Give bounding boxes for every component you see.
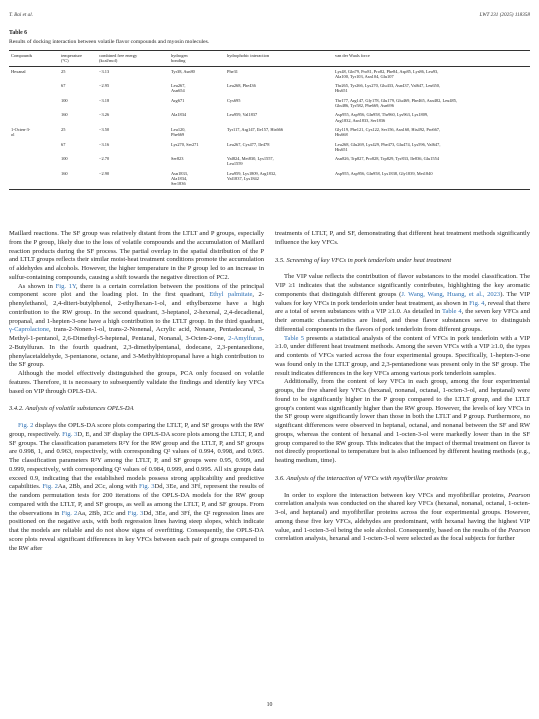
page-number: 10 (266, 702, 273, 708)
table-row (9, 140, 530, 155)
table-link[interactable]: Table 5 (284, 334, 304, 342)
figure-link[interactable]: Fig. 2 (18, 422, 34, 429)
table-cell: Thr265, Tyr266, Lys270, Glu433, Asn437, Val647, Leu650, His651 (335, 83, 441, 94)
figure-link[interactable]: Fig. 3 (138, 483, 155, 491)
table-cell: Ala1834 (171, 112, 187, 118)
section-heading: 3.4.2. Analysis of volatile substances OPLS-DA (9, 405, 134, 413)
table-cell: Leu959, Lys1809, Arg1832, Val1837, Lys1842 (225, 169, 333, 189)
paragraph: Fig. 2 displays the OPLS-DA score plots comparing the LTLT, P, and SF groups with the RW group, respectively. Fig. 3D, E, and 3F display the OPLS-DA score plots among the LTLT, P, and SF groups. The classification parameters R²Y for the RW group and the LTLT, P, and SF groups are 0.998, 1, and 0.963, respectively, with corresponding Q² values of 0.994, 0.998, and 0.965. The classification parameters R²Y among the LTLT, P, and SF groups were 0.95, 0.999, and 0.999, respectively, with corresponding Q² values of 0.984, 0.999, and 0.995. All six groups data exceed 0.9, indicating that the established models possess strong applicability and predictive capabilities. Fig. 2Aa, 2Bb, and 2Cc, along with Fig. 3Dd, 3Ee, and 3Ff, represent the results of the random permutation tests for 200 iterations of the OPLS-DA models for the RW group compared with the LTLT, P, and SF groups, as well as among the LTLT, P, and SF groups. From the observations in Fig. 2Aa, 2Bb, 2Cc and Fig. 3Dd, 3Ee, and 3Ff, the Q² regression lines are positioned on the negative axis, with both regression lines having steep slopes, which indicate that the models are reliable and do not show signs of overfitting. Consequently, the OPLS-DA score plots reveal significant differences in key VFCs between each pair of groups compared to the RW after (9, 422, 265, 552)
compound-link[interactable]: γ-Caprolactone (9, 326, 49, 334)
table-cell: 160 (59, 169, 97, 189)
table-cell: Asp955, Asp956, Gln958, Lys1838, Gly1839, Met1840 (333, 169, 530, 189)
table-cell: Asp955, Asp956, Gln958, Thr960, Lys963, Lys1809, Arg1832, Asn1833, Ser1836 (335, 112, 429, 123)
table-cell: −3.18 (99, 97, 110, 103)
col-header: hydrogen bonding (169, 51, 225, 67)
table-cell: Leu267, Asn654 (171, 83, 186, 94)
paragraph: Table 5 presents a statistical analysis of the content of VFCs in pork tenderloin with a VIP ≥1.0, under different heat treatment methods. Among the seven VFCs with a VIP ≥1.0, the types and contents of VFCs varied across the four experimental groups. Specifically, 1-hepten-3-one was found only in the LTLT group, and 2,3-pentanedione was present only in the SF group. The result indicates differences in the key VFCs among various pork tenderloin samples. (275, 334, 530, 377)
table-cell: Leu120, Phe669 (171, 126, 186, 138)
table-cell: −3.26 (99, 112, 110, 118)
table-cell: Leu959, Val1837 (227, 112, 258, 118)
header-journal: LWT 231 (2025) 118358 (479, 12, 530, 18)
table-cell (9, 154, 59, 169)
running-header (9, 12, 530, 22)
table-cell: Lys270, Ser271 (171, 141, 199, 147)
table-cell: 67 (61, 83, 66, 89)
table-cell: 100 (61, 156, 68, 162)
compound-link[interactable]: Ethyl palmitate (209, 291, 253, 299)
table-cell: −2.95 (99, 83, 110, 89)
right-column (275, 230, 530, 544)
paragraph: treatments of LTLT, P, and SF, demonstrating that different heat treatment methods significantly influence the key VFCs. (275, 230, 530, 246)
table-cell: Tyr117, Arg147, Ile157, His666 (227, 126, 284, 132)
col-header: Compounds (9, 51, 59, 67)
table-cell (9, 110, 59, 125)
section-heading: 3.5. Screening of key VFCs in pork tenderloin under heat treatment (275, 256, 452, 264)
table-cell: −2.70 (99, 156, 110, 162)
paragraph: In order to explore the interaction between key VFCs and myofibrillar proteins, Pearson correlation analysis was conducted on the shared key VFCs (hexanal, nonanal, octanal, 1-octen-3-ol, and heptanal) and myofibrillar proteins across the four experimental groups. However, among these five key VFCs, aldehydes are predominant, with hexanal having the highest VIP value, and 1-octen-3-ol being the sole alcohol. Consequently, based on the results of the Pearson correlation analysis, hexanal and 1-octen-3-ol were selected as the focal subjects for further (275, 491, 530, 543)
table-cell: 25 (61, 68, 66, 74)
table-cell (9, 169, 59, 189)
paragraph: Although the model effectively distinguished the groups, PCA only focused on volatile features. Therefore, it is necessary to subsequently validate the findings and identify key VFCs based on VIP through OPLS-DA. (9, 370, 264, 395)
table-cell: 160 (61, 112, 68, 118)
paragraph: Maillard reactions. The SF group was relatively distant from the LTLT and P groups, especially from the P group, likely due to the loss of volatile compounds and the accumulation of Maillard reaction products during the SF process. The partial overlap in the spatial distribution of the P and LTLT groups reflects their similar moist-heat treatment conditions promote the accumulation of aldehydes and alcohols. However, the higher temperature in the P group led to an increase in sulfur-containing compounds, causing a shift towards the negative direction of PC2. (9, 230, 264, 281)
figure-link[interactable]: Fig. 1Y (55, 282, 76, 290)
table-cell (9, 81, 59, 96)
figure-link[interactable]: Fig. 4 (469, 299, 485, 307)
table-row (9, 125, 530, 140)
figure-link[interactable]: Fig. 2 (61, 509, 78, 517)
table-row (9, 81, 530, 96)
figure-link[interactable]: Fig. 3 (62, 430, 78, 438)
table-cell: Asn1833, Ala1834, Ser1836 (169, 169, 225, 189)
compound-link[interactable]: 2-Amylfuran (228, 335, 263, 342)
table-row (9, 96, 530, 111)
table-cell: Arg671 (171, 97, 185, 103)
citation-link[interactable]: J. Wang, Wang, Huang, et al., 2023 (401, 290, 501, 298)
table-cell: Gly119, Phe121, Cys122, Ser156, Asn160, His492, Pro667, His668 (335, 126, 441, 138)
docking-table (9, 50, 530, 190)
table-cell: −3.13 (99, 68, 110, 74)
table-cell: 100 (61, 97, 68, 103)
col-header: van der Waals force (333, 51, 530, 67)
col-header: combined free energy (kcal/mol) (97, 51, 169, 67)
table-header-row (9, 51, 530, 67)
paragraph: The VIP value reflects the contribution of flavor substances to the model classification. The VIP ≥1 indicates that the substance significantly contributes, highlighting the key aromatic components that distinguish different groups (J. Wang, Wang, Huang, et al., 2023). The VIP values for key VFCs in pork tenderloin under heat treatment, as shown in Fig. 4, reveal that there are a total of seven substances with a VIP ≥1.0. As detailed in Table 4, the seven key VFCs and their aromatic characteristics are listed, and these flavor substances serve to distinguish differential components in the flavors of pork tenderloin from different groups. (275, 273, 531, 333)
table-row (9, 169, 530, 189)
table-link[interactable]: Table 4 (441, 308, 462, 316)
table-cell: Leu268, Glu269, Lys429, Phe473, Glu474, Lys596, Val647, His651 (335, 141, 441, 152)
table-cell: Lys48, Gln79, Pro81, Pro82, Phe84, Asp85, Lys86, Leu93, Ala100, Tyr103, Asn104, Glu107 (335, 68, 439, 79)
header-authors: T. Bai et al. (9, 12, 33, 18)
paragraph: As shown in Fig. 1Y, there is a certain correlation between the positions of the principal component score plot and the loading plot. In the first quadrant, Ethyl palmitate, 2-phenylethanol, 2,4-ditert-butylphenol, 2-ethylhexan-1-ol, and ethylbenzene have a high contribution to the RW group. In the second quadrant, 3-heptanol, 2-hexenal, 2,4-decadienal, propanal, and 1-hepten-3-one have a high contribution to the LTLT group. In the third quadrant, γ-Caprolactone, trans-2-Nonen-1-ol, trans-2-Nonenal, Acrylic acid, Nonane, Pentadecanal, 3-Methyl-1-pentanol, 2,6-Dimethyl-5-heptenal, Pentanal, Nonanal, 3-Octen-2-one, 2-Amylfuran, 2-Butylfuran. In the fourth quadrant, 2,3-dimethylpentanal, dodecane, 2,3-pentanedione, phenylacetaldehyde, 3-pentanone, octane, and 3-Methylthiopropanal have a high contribution to the SF group. (9, 282, 265, 369)
table-cell (9, 140, 59, 155)
table-cell: −3.16 (99, 141, 110, 147)
figure-link[interactable]: Fig. 3 (127, 509, 144, 517)
table-cell: Thr177, Arg147, Gly178, Glu179, Glu469, Phe465, Asn482, Leu485, Gln486, Tyr582, Phe669, Asn696 (335, 97, 457, 109)
table-cell: Leu267, Cys477, Ile478 (227, 141, 270, 147)
table-cell (9, 96, 59, 111)
table-cell: Phe31 (227, 68, 238, 74)
paragraph: Additionally, from the content of key VFCs in each group, among the four experimental groups, the five shared key VFCs (hexanal, nonanal, octanal, 1-octen-3-ol, and heptanal) were found to be significantly higher in the P group compared to the LTLT group, and the LTLT group's content was significantly higher than the RW group. However, the levels of key VFCs in the SF group were significantly lower than those in both the LTLT and P group. Furthermore, no significant differences were observed in heptanal, octanal, and nonanal between the SF and RW groups, whereas the content of hexanal and 1-octen-3-ol were markedly lower than in the SF group compared to the RW group. This indicates that the impact of thermal treatment on flavor is not directly proportional to temperature but is also influenced by different heating methods (e.g., heating medium, time). (275, 378, 530, 464)
table-caption: Results of docking interaction between volatile flavor compounds and myosin molecules. (9, 39, 210, 45)
table-cell: Val824, Met830, Lys1557, Leu1559 (227, 156, 274, 167)
section-heading: 3.6. Analysis of the interaction of VFCs with myofibrillar proteins (275, 474, 448, 482)
table-cell: Cys695 (227, 97, 241, 103)
col-header: temperature (°C) (59, 51, 97, 67)
table-title: Table 6 (9, 30, 27, 36)
table-cell: Leu268, Phe436 (227, 83, 256, 89)
table-cell: Asn826, Trp827, Pro828, Trp829, Tyr833, Ile836, Glu1554 (335, 156, 440, 162)
table-cell: Tyr38, Asn80 (171, 68, 195, 74)
table-cell: −2.90 (97, 169, 169, 189)
table-cell: 67 (61, 141, 66, 147)
table-cell: −3.50 (99, 126, 110, 132)
table-cell: Ser823 (171, 156, 184, 162)
figure-link[interactable]: Fig. 2 (42, 483, 58, 491)
table-row (9, 110, 530, 125)
table-row (9, 154, 530, 169)
table-cell: Hexanal (11, 68, 26, 74)
table-cell: 25 (61, 126, 66, 132)
left-column (9, 230, 264, 553)
table-row (9, 66, 530, 81)
col-header: hydrophobic interaction (225, 51, 333, 67)
table-cell: 1-Octen-3- ol (11, 126, 31, 138)
